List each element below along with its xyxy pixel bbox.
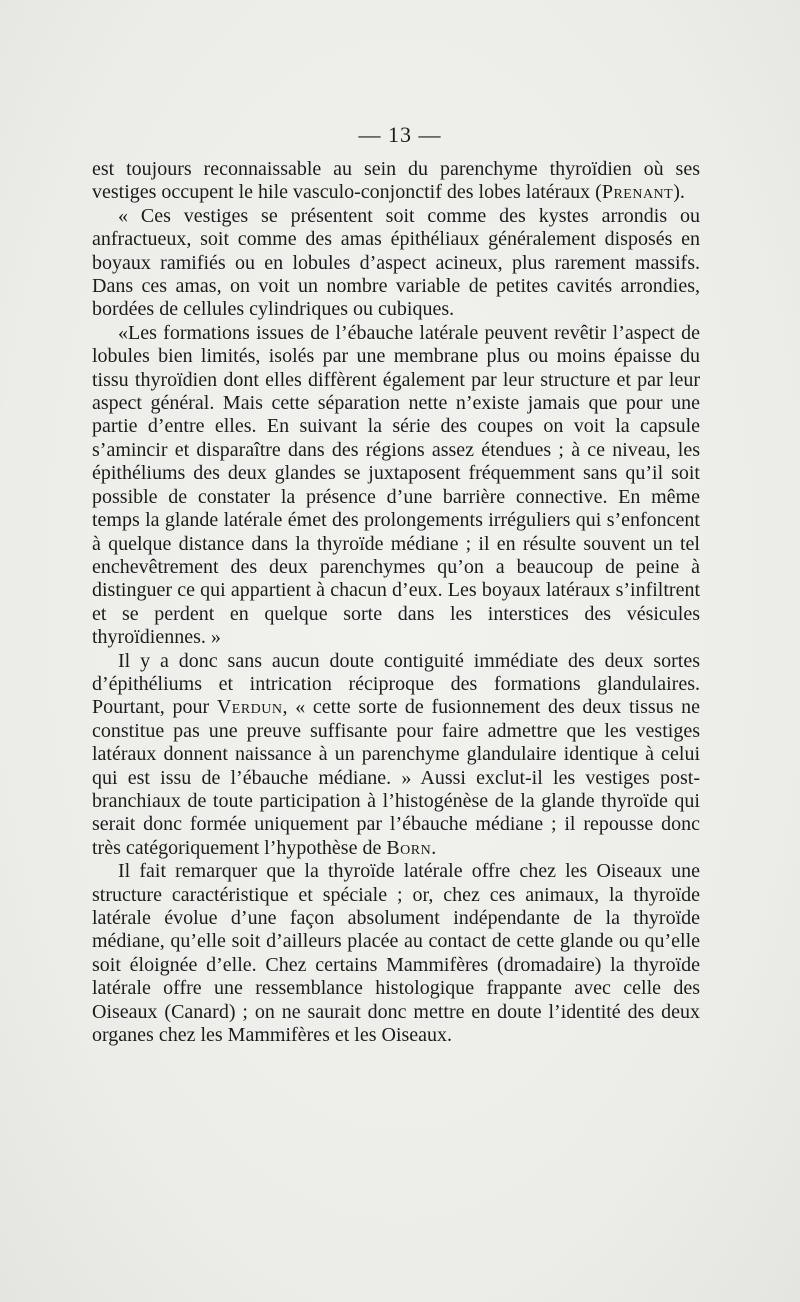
paragraph-text: est toujours reconnaissable au sein du parenchyme thyroïdien où ses vestiges occupent le hile vasculo-conjonctif des lobes latéraux ( [92,158,700,204]
paragraph-text: ). [673,181,685,204]
paragraph-1 [92,158,700,205]
paragraph-text: Il fait remarquer que la thyroïde latérale offre chez les Oiseaux une structure caractéristique et spéciale ; or, chez ces animaux, la thyroïde latérale évolue d’une façon absolument indépendante de la thyroïde médiane, qu’elle soit d’ailleurs placée au contact de cette glande ou qu’elle soit éloignée d’elle. Chez certains Mammifères (dromadaire) la thyroïde latérale offre une ressemblance histologique frappante avec celle des Oiseaux (Canard) ; on ne saurait donc mettre en doute l’identité des deux organes chez les Mammifères et les Oiseaux. [92,860,700,1047]
paragraph-text: «Les formations issues de l’ébauche latérale peuvent revêtir l’aspect de lobules bien limités, isolés par une membrane plus ou moins épaisse du tissu thyroïdien dont elles diffèrent également par leur structure et par leur aspect général. Mais cette séparation nette n’existe jamais que pour une partie d’entre elles. En suivant la série des coupes on voit la capsule s’amincir et disparaître dans des régions assez étendues ; à ce niveau, les épithéliums des deux glandes se juxtaposent fréquemment sans qu’il soit possible de constater la présence d’une barrière connective. En même temps la glande latérale émet des prolongements irréguliers qui s’enfoncent à quelque distance dans la thyroïde médiane ; il en résulte souvent un tel enchevêtrement des deux parenchymes qu’on a beaucoup de peine à distinguer ce qui appartient à chacun d’eux. Les boyaux latéraux s’infiltrent et se perdent en quelque sorte dans les interstices des vésicules thyroïdiennes. » [92,321,700,649]
author-name: Verdun [216,696,283,719]
body-text [92,158,700,1047]
page-number: — 13 — [358,122,442,147]
paragraph-4 [92,650,700,861]
author-name: Prenant [601,181,674,204]
author-name: Born [386,836,432,859]
paragraph-text: « Ces vestiges se présentent soit comme des kystes arrondis ou anfractueux, soit comme des amas épithéliaux généralement disposés en boyaux ramifiés ou en lobules d’aspect acineux, plus rarement massifs. Dans ces amas, on voit un nombre variable de petites cavités arrondies, bordées de cellules cylindriques ou cubiques. [92,204,700,321]
paragraph-text: . [431,836,437,859]
paragraph-3 [92,322,700,650]
paragraph-5 [92,860,700,1047]
paragraph-text: , « cette sorte de fusionnement des deux tissus ne constitue pas une preuve suffisante pour faire admettre que les vestiges latéraux donnent naissance à un parenchyme glandulaire identique à celui qui est issu de l’ébauche médiane. » Aussi exclut-il les vestiges post-branchiaux de toute participation à l’histogénèse de la glande thyroïde qui serait donc formée uniquement par l’ébauche médiane ; il repousse donc très catégoriquement l’hypothèse de [92,696,700,859]
paragraph-2 [92,205,700,322]
paragraph-text: Il y a donc sans aucun doute contiguité immédiate des deux sortes d’épithéliums et intrication réciproque des formations glandulaires. Pourtant, pour [92,649,700,719]
